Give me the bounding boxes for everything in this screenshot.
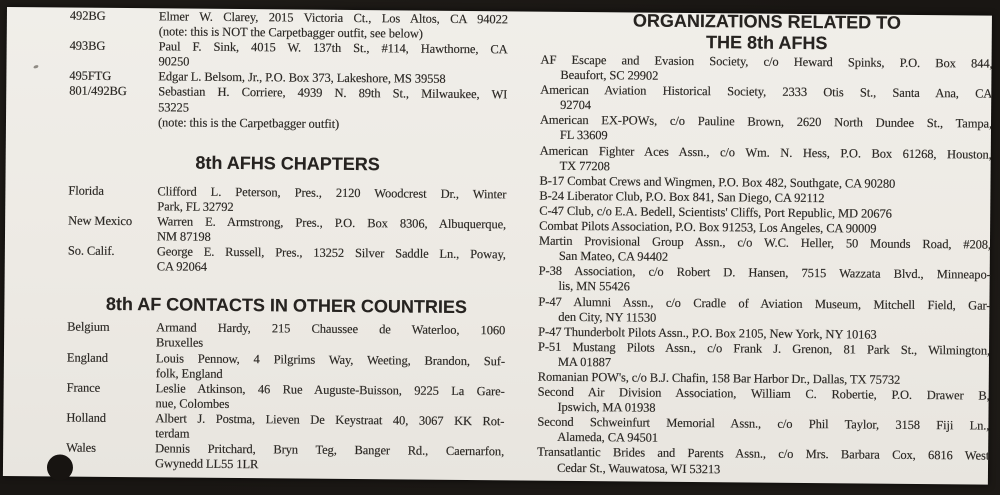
organization-line: American EX-POWs, c/o Pauline Brown, 2620 North Dundee St., Tampa, <box>539 113 993 131</box>
organization-line: B-24 Liberator Club, P.O. Box 841, San Diego, CA 92112 <box>539 188 825 205</box>
entry-line: Edgar L. Belsom, Jr., P.O. Box 373, Lakeshore, MS 39558 <box>158 69 446 87</box>
entry-line: George E. Russell, Pres., 13252 Silver Saddle Ln., Poway, <box>156 244 506 262</box>
organization-line: Martin Provisional Group Assn., c/o W.C. Heller, 50 Mounds Road, #208, <box>538 233 992 252</box>
organization-line: P-47 Thunderbolt Pilots Assn., P.O. Box 2105, New York, NY 10163 <box>538 324 877 342</box>
entry-line: Armand Hardy, 215 Chaussee de Waterloo, 1060 <box>156 320 506 338</box>
organizations-list <box>537 53 993 480</box>
organization-line: 92704 <box>560 98 591 113</box>
entry-text <box>157 184 506 217</box>
entry-line: terdam <box>155 426 190 441</box>
organization-line: P-47 Alumni Assn., c/o Cradle of Aviation Museum, Mitchell Field, Gar- <box>538 294 991 313</box>
organization-entry <box>537 445 989 479</box>
entry-text <box>155 441 504 474</box>
entry-line: Elmer W. Clarey, 2015 Victoria Ct., Los Altos, CA 94022 <box>158 9 508 27</box>
entry-line: Warren E. Armstrong, Pres., P.O. Box 8306, Albuquerque, <box>157 214 507 232</box>
organization-line: Alameda, CA 94501 <box>557 430 659 446</box>
organization-line: San Mateo, CA 94402 <box>558 249 669 264</box>
group-label: 493BG <box>69 38 106 54</box>
punch-hole-mark <box>47 454 73 480</box>
organization-entry <box>538 294 990 328</box>
organization-line: Second Air Division Association, William C. Robertie, P.O. Drawer B, <box>537 384 990 403</box>
entry-text <box>155 411 504 444</box>
group-label: 495FTG <box>69 68 112 84</box>
organization-line: C-47 Club, c/o E.A. Bedell, Scientists' Cliffs, Port Republic, MD 20676 <box>539 203 892 221</box>
organization-line: American Aviation Historical Society, 2333 Otis St., Santa Ana, CA <box>540 82 993 101</box>
organization-line: Transatlantic Brides and Parents Assn., c/o Mrs. Barbara Cox, 6816 West <box>537 445 990 464</box>
chapter-label: Florida <box>68 183 104 198</box>
organization-line: P-51 Mustang Pilots Assn., c/o Frank J. Grenon, 81 Park St., Wilmington, <box>537 339 991 358</box>
entry-line: Park, FL 32792 <box>157 199 234 214</box>
organization-line: MA 01887 <box>557 354 612 370</box>
chapters-list <box>68 183 507 277</box>
entry-line: Paul F. Sink, 4015 W. 137th St., #114, Hawthorne, CA <box>158 39 508 57</box>
organization-entry <box>540 53 992 87</box>
paper-speck <box>33 65 39 69</box>
group-label: 801/492BG <box>69 84 127 99</box>
entry-line: 90250 <box>158 54 190 69</box>
organization-line: AF Escape and Evasion Society, c/o Heward Spinks, P.O. Box 844, <box>540 52 993 71</box>
organization-entry <box>538 339 990 373</box>
entry-line: 53225 <box>158 99 189 115</box>
organization-line: FL 33609 <box>559 128 608 143</box>
country-label: Wales <box>66 440 96 455</box>
entry-text <box>156 321 505 354</box>
entry-line: (note: this is NOT the Carpetbagger outfit, see below) <box>158 24 423 41</box>
entry-line: folk, England <box>155 365 223 381</box>
group-label: 492BG <box>69 8 106 23</box>
organization-line: lis, MN 55426 <box>558 279 630 294</box>
entry-text <box>155 381 504 414</box>
organization-entry <box>537 415 989 449</box>
organization-entry <box>540 113 992 147</box>
organization-entry <box>539 234 991 268</box>
entry-text <box>159 9 508 42</box>
entry-text <box>157 244 506 277</box>
entry-line: Leslie Atkinson, 46 Rue Auguste-Buisson, 9225 La Gare- <box>155 380 505 399</box>
organization-line: Ipswich, MA 01938 <box>557 399 656 415</box>
countries-contact-list <box>66 320 505 475</box>
entry-line: Dennis Pritchard, Bryn Teg, Banger Rd., Caernarfon, <box>155 441 505 459</box>
chapter-label: So. Calif. <box>67 243 115 259</box>
organization-entry <box>540 143 992 177</box>
entry-line: nue, Colombes <box>155 396 230 411</box>
entry-text <box>158 85 507 133</box>
organization-line: Combat Pilots Association, P.O. Box 91253, Los Angeles, CA 90009 <box>539 218 877 236</box>
country-label: France <box>66 380 101 395</box>
right-column <box>537 10 993 480</box>
country-label: Holland <box>66 410 107 425</box>
organization-line: Cedar St., Wauwatosa, WI 53213 <box>556 460 721 476</box>
organization-entry <box>539 264 991 298</box>
left-column <box>66 9 508 475</box>
organization-line: American Fighter Aces Assn., c/o Wm. N. Hess, P.O. Box 61268, Houston, <box>539 143 992 162</box>
entry-line: Sebastian H. Corriere, 4939 N. 89th St., Milwaukee, WI <box>158 84 508 102</box>
chapters-heading: 8th AFHS CHAPTERS <box>195 152 380 175</box>
entry-text <box>156 351 505 384</box>
entry-line: Clifford L. Peterson, Pres., 2120 Woodcrest Dr., Winter <box>157 184 507 202</box>
chapter-label: New Mexico <box>68 213 133 229</box>
organization-line: den City, NY 11530 <box>558 309 657 325</box>
country-label: Belgium <box>67 319 110 335</box>
organization-line: B-17 Combat Crews and Wingmen, P.O. Box 482, Southgate, CA 90280 <box>539 173 896 191</box>
country-label: England <box>66 350 108 365</box>
organization-entry <box>537 385 989 419</box>
entry-line: (note: this is the Carpetbagger outfit) <box>157 114 340 131</box>
entry-line: Albert J. Postma, Lieven De Keystraat 40, 3067 KK Rot- <box>155 411 505 429</box>
organizations-heading-line2: THE 8th AFHS <box>705 32 828 54</box>
organization-line: P-38 Association, c/o Robert D. Hansen, 7515 Wazzata Blvd., Minneapo- <box>538 263 991 282</box>
entry-line: NM 87198 <box>156 229 211 244</box>
entry-line: Bruxelles <box>156 335 204 351</box>
organizations-heading-line1: ORGANIZATIONS RELATED TO <box>632 10 901 33</box>
organization-entry <box>540 83 992 117</box>
entry-line: Gwynedd LL55 1LR <box>154 456 259 472</box>
entry-text <box>158 40 507 73</box>
organization-line: Romanian POW's, c/o B.J. Chafin, 158 Bar Harbor Dr., Dallas, TX 75732 <box>537 369 901 387</box>
organization-line: TX 77208 <box>559 158 610 173</box>
entry-line: Louis Pennow, 4 Pilgrims Way, Weeting, Brandon, Suf- <box>155 350 505 368</box>
organizations-heading <box>541 10 993 56</box>
entry-text <box>157 214 506 247</box>
organization-line: Second Schweinfurt Memorial Assn., c/o Phil Taylor, 3158 Fiji Ln., <box>537 414 990 433</box>
entry-line: CA 92064 <box>156 259 208 274</box>
group-contact-list <box>69 9 508 134</box>
organization-line: Beaufort, SC 29902 <box>560 67 659 83</box>
document-page <box>3 7 992 485</box>
other-countries-heading: 8th AF CONTACTS IN OTHER COUNTRIES <box>105 294 467 318</box>
